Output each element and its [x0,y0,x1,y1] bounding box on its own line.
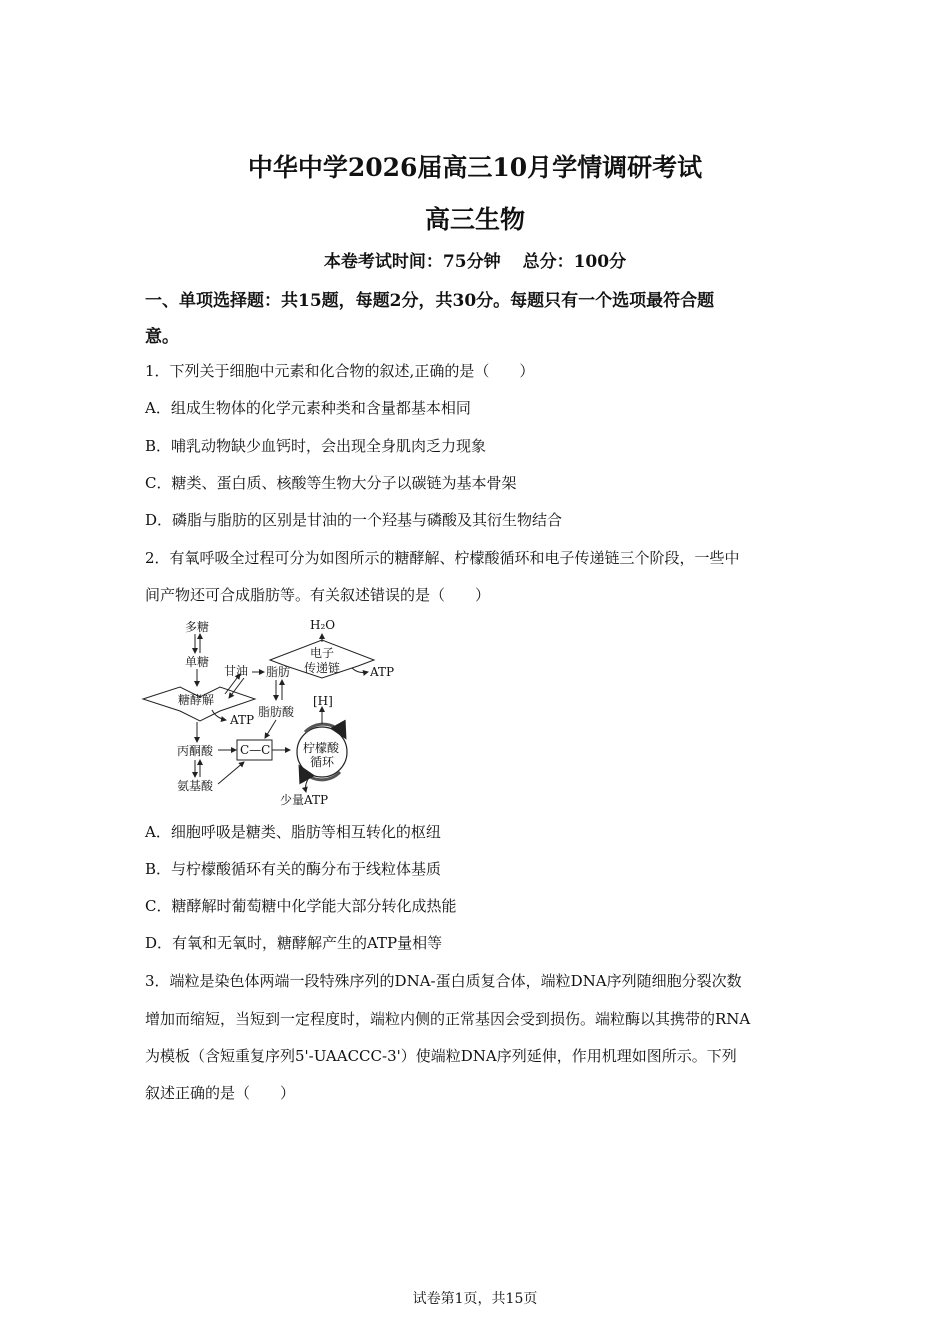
label-citric-line1: 柠檬酸 [303,741,340,755]
q2-stem-line1: 2．有氧呼吸全过程可分为如图所示的糖酵解、柠檬酸循环和电子传递链三个阶段，一些中 [145,549,740,567]
label-amino-acid: 氨基酸 [177,779,214,793]
q3-line2: 增加而缩短，当短到一定程度时，端粒内侧的正常基因会受到损伤。端粒酶以其携带的RNA [145,1010,751,1028]
label-glycerol: 甘油 [224,664,249,678]
section-heading-line1: 一、单项选择题：共15题，每题2分，共30分。每题只有一个选项最符合题 [145,291,715,311]
section-heading-line2: 意。 [145,327,179,347]
q1-option-a: A．组成生物体的化学元素种类和含量都基本相同 [145,399,471,417]
label-hydrogen: [H] [313,694,333,708]
q2-option-c: C．糖酵解时葡萄糖中化学能大部分转化成热能 [145,897,457,915]
total-score: 总分：100分 [522,252,627,272]
label-little-atp: 少量ATP [280,793,329,807]
label-monosaccharide: 单糖 [185,655,210,669]
page-number: 试卷第1页，共15页 [412,1291,538,1307]
label-glycolysis: 糖酵解 [178,693,215,707]
label-pyruvate: 丙酮酸 [177,744,214,758]
label-water: H₂O [310,618,336,632]
label-etc-line2: 传递链 [304,661,341,675]
label-atp-etc: ATP [370,665,395,679]
q3-line4: 叙述正确的是（ ） [145,1084,296,1102]
exam-info [0,247,950,272]
label-fat: 脂肪 [266,665,291,679]
q1-option-d: D．磷脂与脂肪的区别是甘油的一个羟基与磷酸及其衍生物结合 [145,511,563,529]
q2-option-b: B．与柠檬酸循环有关的酶分布于线粒体基质 [145,860,442,878]
exam-title: 中华中学2026届高三10月学情调研考试 [247,153,703,182]
q1-option-c: C．糖类、蛋白质、核酸等生物大分子以碳链为基本骨架 [145,474,517,492]
label-polysaccharide: 多糖 [185,620,210,634]
subject-title: 高三生物 [424,205,525,234]
q1-stem: 1．下列关于细胞中元素和化合物的叙述,正确的是（ ） [145,362,535,380]
label-etc-line1: 电子 [310,646,335,660]
q3-line3: 为模板（含短重复序列5'-UAACCC-3'）使端粒DNA序列延伸，作用机理如图所示。下列 [145,1047,737,1065]
respiration-diagram [140,612,410,810]
q2-stem-line2: 间产物还可合成脂肪等。有关叙述错误的是（ ） [145,586,491,604]
q2-option-d: D．有氧和无氧时，糖酵解产生的ATP量相等 [145,934,443,952]
label-c2: C—C [240,743,271,757]
q2-option-a: A．细胞呼吸是糖类、脂肪等相互转化的枢纽 [145,823,441,841]
q3-line1: 3．端粒是染色体两端一段特殊序列的DNA-蛋白质复合体，端粒DNA序列随细胞分裂次数 [145,972,742,990]
label-fatty-acid: 脂肪酸 [258,705,295,719]
label-atp-glycolysis: ATP [230,713,255,727]
q1-option-b: B．哺乳动物缺少血钙时，会出现全身肌肉乏力现象 [145,437,487,455]
label-citric-line2: 循环 [310,755,335,769]
exam-time: 本卷考试时间：75分钟 [323,252,501,272]
